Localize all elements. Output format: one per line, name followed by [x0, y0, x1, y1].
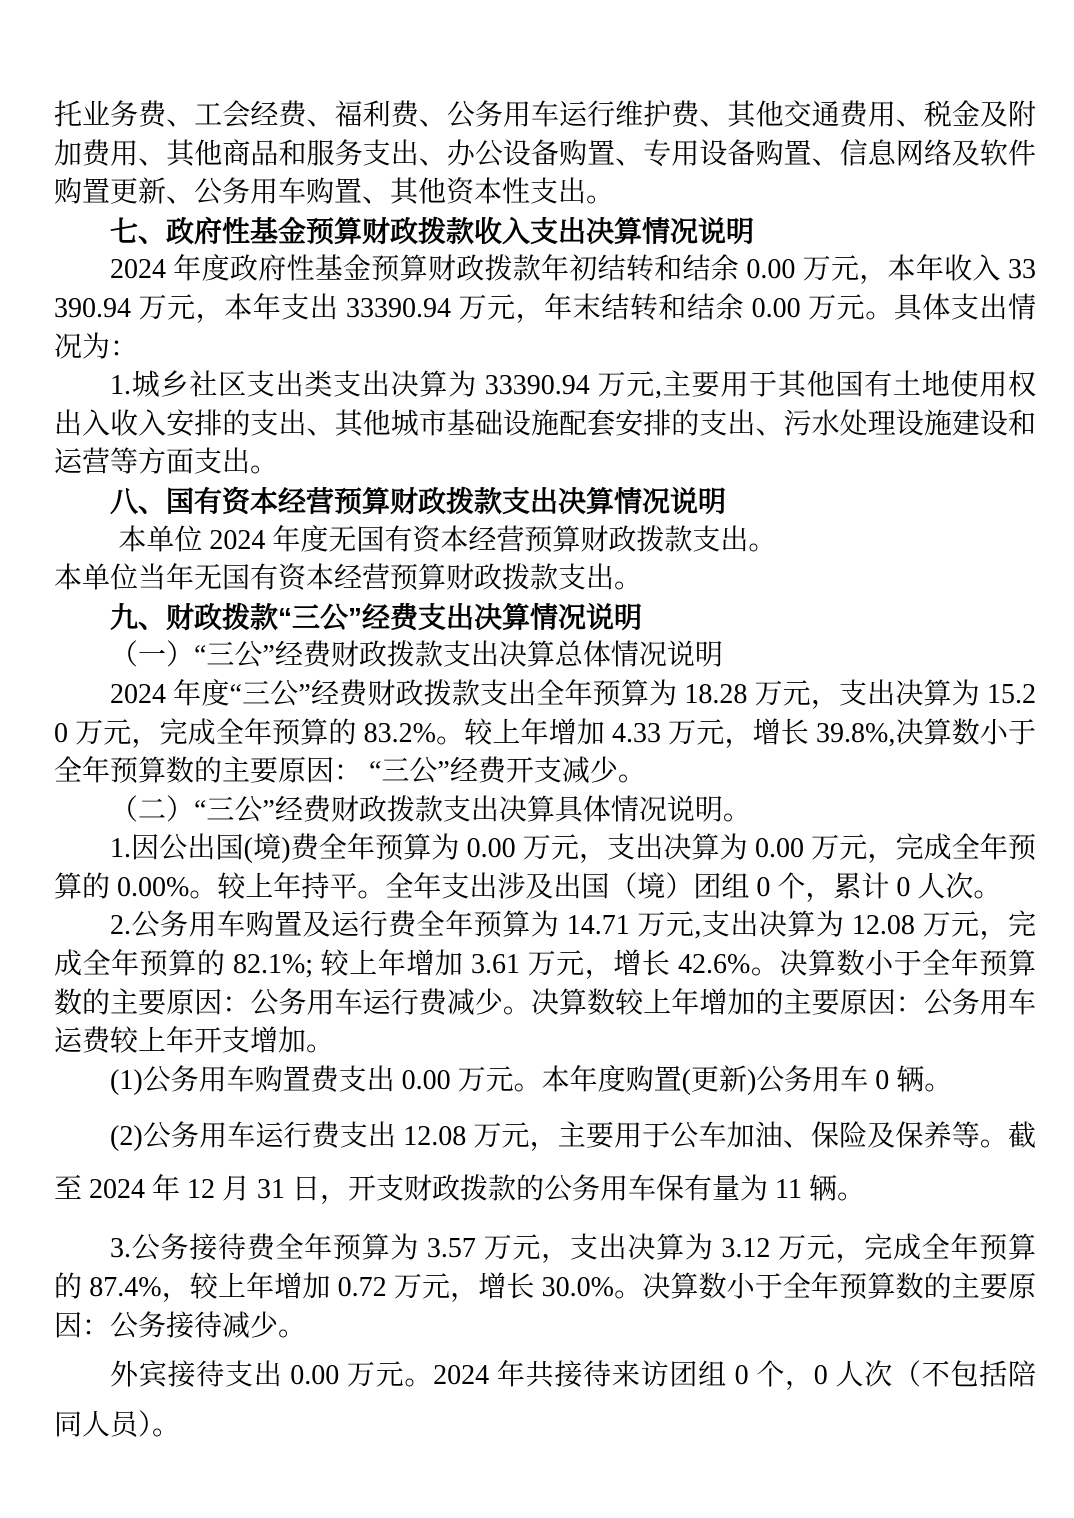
paragraph-official-vehicle-expense: 2.公务用车购置及运行费全年预算为 14.71 万元,支出决算为 12.08 万元，完成全年预算的 82.1%; 较上年增加 3.61 万元，增长 42.6%。决算数小于全年预算数的主要原因：公务用车运行费减少。决算数较上年增加的主要原因：公务用车运费较上年开支增加。: [54, 910, 1036, 1058]
subheading-2-specific-situation: （二）“三公”经费财政拨款支出决算具体情况说明。: [110, 794, 751, 826]
paragraph-foreign-guest-reception: 外宾接待支出 0.00 万元。2024 年共接待来访团组 0 个，0 人次（不包括陪同人员）。: [54, 1360, 1036, 1442]
paragraph-no-state-capital-expense-current-year: 本单位当年无国有资本经营预算财政拨款支出。: [54, 563, 643, 595]
paragraph-official-reception-expense: 3.公务接待费全年预算为 3.57 万元，支出决算为 3.12 万元，完成全年预算的 87.4%，较上年增加 0.72 万元，增长 30.0%。决算数小于全年预算数的主要原因：公务接待减少。: [54, 1233, 1036, 1342]
section-heading-7-government-fund-budget: 七、政府性基金预算财政拨款收入支出决算情况说明: [110, 215, 755, 247]
paragraph-urban-rural-community-expense: 1.城乡社区支出类支出决算为 33390.94 万元,主要用于其他国有土地使用权出入收入安排的支出、其他城市基础设施配套安排的支出、污水处理设施建设和运营等方面支出。: [54, 370, 1036, 479]
paragraph-government-fund-summary: 2024 年度政府性基金预算财政拨款年初结转和结余 0.00 万元，本年收入 33390.94 万元，本年支出 33390.94 万元，年末结转和结余 0.00 万元。具体支出情况为：: [54, 254, 1036, 363]
paragraph-vehicle-purchase-detail: (1)公务用车购置费支出 0.00 万元。本年度购置(更新)公务用车 0 辆。: [110, 1064, 953, 1096]
paragraph-overseas-travel-expense: 1.因公出国(境)费全年预算为 0.00 万元，支出决算为 0.00 万元，完成全年预算的 0.00%。较上年持平。全年支出涉及出国（境）团组 0 个，累计 0 人次。: [54, 833, 1036, 903]
paragraph-no-state-capital-expense-2024: 本单位 2024 年度无国有资本经营预算财政拨款支出。: [118, 524, 777, 556]
section-heading-9-three-public-funds: 九、财政拨款“三公”经费支出决算情况说明: [110, 601, 643, 633]
section-heading-8-state-capital-budget: 八、国有资本经营预算财政拨款支出决算情况说明: [110, 485, 727, 517]
paragraph-three-public-overall: 2024 年度“三公”经费财政拨款支出全年预算为 18.28 万元，支出决算为 15.20 万元，完成全年预算的 83.2%。较上年增加 4.33 万元，增长 39.8%,决算数小于全年预算数的主要原因： “三公”经费开支减少。: [54, 678, 1036, 788]
paragraph-vehicle-operation-detail: (2)公务用车运行费支出 12.08 万元，主要用于公车加油、保险及保养等。截至 2024 年 12 月 31 日，开支财政拨款的公务用车保有量为 11 辆。: [54, 1121, 1036, 1206]
paragraph-expense-items-continuation: 托业务费、工会经费、福利费、公务用车运行维护费、其他交通费用、税金及附加费用、其他商品和服务支出、办公设备购置、专用设备购置、信息网络及软件购置更新、公务用车购置、其他资本性支出。: [54, 100, 1036, 209]
subheading-1-overall-situation: （一）“三公”经费财政拨款支出决算总体情况说明: [110, 640, 723, 672]
